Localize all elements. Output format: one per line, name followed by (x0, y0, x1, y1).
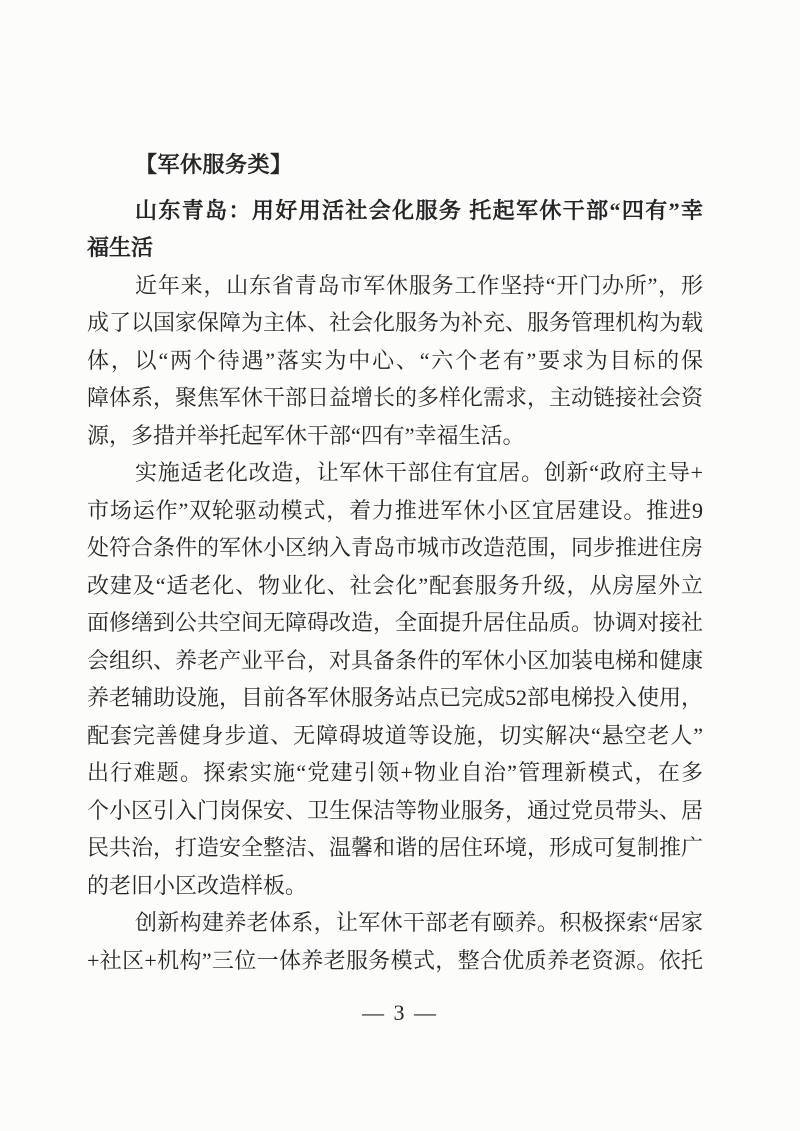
text-line: 个小区引入门岗保安、卫生保洁等物业服务，通过党员带头、居 (87, 797, 703, 823)
text-line: 障体系，聚焦军休干部日益增长的多样化需求，主动链接社会资 (87, 385, 703, 410)
text-line: 体，以“两个待遇”落实为中心、“六个老有”要求为目标的保 (87, 347, 703, 373)
text-line: 市场运作”双轮驱动模式，着力推进军休小区宜居建设。推进9 (87, 497, 703, 523)
section-header-text: 【军休服务类】 (135, 152, 293, 177)
paragraph-housing (87, 454, 703, 904)
text-line: 民共治，打造安全整洁、温馨和谐的居住环境，形成可复制推广 (87, 835, 703, 860)
section-header (87, 146, 703, 184)
text-line: 成了以国家保障为主体、社会化服务为补充、服务管理机构为载 (87, 310, 703, 335)
text-line: +社区+机构”三位一体养老服务模式，整合优质养老资源。依托 (87, 947, 703, 973)
text-line: 处符合条件的军休小区纳入青岛市城市改造范围，同步推进住房 (87, 535, 703, 560)
text-line: 养老辅助设施，目前各军休服务站点已完成52部电梯投入使用， (87, 685, 703, 710)
text-line: 会组织、养老产业平台，对具备条件的军休小区加装电梯和健康 (87, 647, 703, 673)
text-line: 创新构建养老体系，让军休干部老有颐养。积极探索“居家 (135, 910, 703, 935)
text-line: 面修缮到公共空间无障碍改造，全面提升居住品质。协调对接社 (87, 610, 703, 635)
paragraph-overview (87, 267, 703, 455)
text-line: 的老旧小区改造样板。 (87, 872, 308, 898)
text-line: 改建及“适老化、物业化、社会化”配套服务升级，从房屋外立 (87, 572, 703, 598)
document-title (87, 192, 703, 267)
text-line: 源，多措并举托起军休干部“四有”幸福生活。 (87, 422, 525, 448)
text-line: 配套完善健身步道、无障碍坡道等设施，切实解决“悬空老人” (87, 722, 703, 748)
page-number: — 3 — (362, 1000, 438, 1025)
paragraph-eldercare (87, 904, 703, 979)
title-line: 山东青岛：用好用活社会化服务 托起军休干部“四有”幸 (135, 197, 703, 223)
text-line: 出行难题。探索实施“党建引领+物业自治”管理新模式，在多 (87, 760, 703, 785)
document-content (87, 146, 703, 979)
text-line: 实施适老化改造，让军休干部住有宜居。创新“政府主导+ (135, 460, 703, 485)
title-line: 福生活 (87, 235, 154, 260)
text-line: 近年来，山东省青岛市军休服务工作坚持“开门办所”，形 (135, 272, 703, 298)
